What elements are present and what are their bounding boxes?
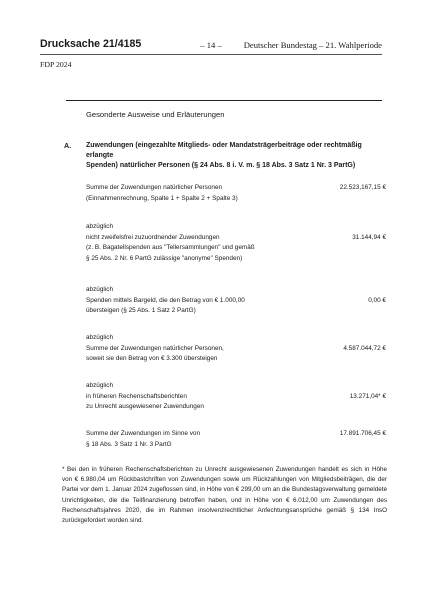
header-divider	[40, 54, 382, 55]
row-label: abzüglich	[86, 223, 114, 230]
row-label: Summe der Zuwendungen natürlicher Personen,	[86, 344, 224, 352]
row-label: soweit sie den Betrag von € 3.300 übersteigen	[86, 355, 218, 362]
page-number: – 14 –	[200, 40, 222, 50]
row-label: zu Unrecht ausgewiesener Zuwendungen	[86, 403, 204, 410]
row-label: Summe der Zuwendungen im Sinne von	[86, 430, 201, 437]
row-amount: 13.271,04* €	[349, 392, 386, 400]
row-label: Spenden mittels Bargeld, die den Betrag von € 1.000,00	[86, 296, 245, 304]
party-year: FDP 2024	[40, 60, 72, 69]
row-label: Summe der Zuwendungen natürlicher Personen	[86, 184, 223, 191]
amount-row-unattributable	[86, 222, 386, 264]
row-label: abzüglich	[86, 286, 114, 293]
amount-row-total-contributions	[86, 183, 386, 204]
amount-row-prior-reports	[86, 381, 386, 413]
section-a-heading	[86, 141, 386, 171]
row-label: nicht zweifelsfrei zuzuordnender Zuwendungen	[86, 233, 220, 241]
footnote: * Bei den in früheren Rechenschaftsberichten zu Unrecht ausgewiesenen Zuwendungen handelt es sich in Höhe von € 6.980,04 um Rückbastchriften von Zuwendungen sowie um Rückzahlungen von Mitgliedsbeiträgen, die der Partei vor dem 1. Januar 2024 zugeflossen sind, in Höhe von € 299,00 um an die Bundestagsverwaltung gemeldete Unrichtigkeiten, die die Teilfinanzierung betroffen haben, und in Höhe von € 6.012,00 um Zuwendungen des Rechenschaftsjahres 2020, die im Rahmen insolvenzrechtlicher Anfechtungsansprüche gemäß § 134 InsO zurückgefordert worden sind.	[62, 466, 387, 525]
row-label: (z. B. Bagatellspenden aus "Tellersammlungen" und gemäß	[86, 244, 255, 251]
drucksache-number: Drucksache 21/4185	[40, 38, 142, 50]
row-label: (Einnahmenrechnung, Spalte 1 + Spalte 2 + Spalte 3)	[86, 194, 238, 202]
page-header	[40, 38, 382, 54]
section-title: Gesonderte Ausweise und Erläuterungen	[86, 110, 225, 119]
row-amount: 4.587.044,72 €	[343, 344, 386, 352]
row-amount: 22.523,167,15 €	[339, 184, 386, 191]
row-label: übersteigen (§ 25 Abs. 1 Satz 2 PartG)	[86, 307, 196, 314]
row-label: § 25 Abs. 2 Nr. 6 PartG zulässige "anonyme" Spenden)	[86, 254, 243, 262]
section-a-heading-line: Zuwendungen (eingezahlte Mitglieds- oder Mandatsträgerbeiträge oder rechtmäßig erlangte	[86, 142, 362, 159]
row-label: abzüglich	[86, 334, 114, 341]
row-amount: 31.144,94 €	[352, 233, 386, 241]
row-label: abzüglich	[86, 382, 114, 389]
row-label: § 18 Abs. 3 Satz 1 Nr. 3 PartG	[86, 440, 172, 448]
section-a-letter: A.	[64, 141, 72, 150]
row-amount: 0,00 €	[368, 296, 386, 304]
amount-row-final-sum	[86, 429, 386, 450]
row-amount: 17.891.706,45 €	[339, 430, 386, 437]
amount-row-cash-donations	[86, 285, 386, 317]
row-label: in früheren Rechenschaftsberichten	[86, 392, 187, 400]
section-divider	[66, 100, 382, 101]
amount-row-above-threshold	[86, 333, 386, 365]
bundestag-period: Deutscher Bundestag – 21. Wahlperiode	[243, 40, 382, 50]
section-a-heading-line: Spenden) natürlicher Personen (§ 24 Abs. 8 i. V. m. § 18 Abs. 3 Satz 1 Nr. 3 PartG)	[86, 162, 356, 169]
